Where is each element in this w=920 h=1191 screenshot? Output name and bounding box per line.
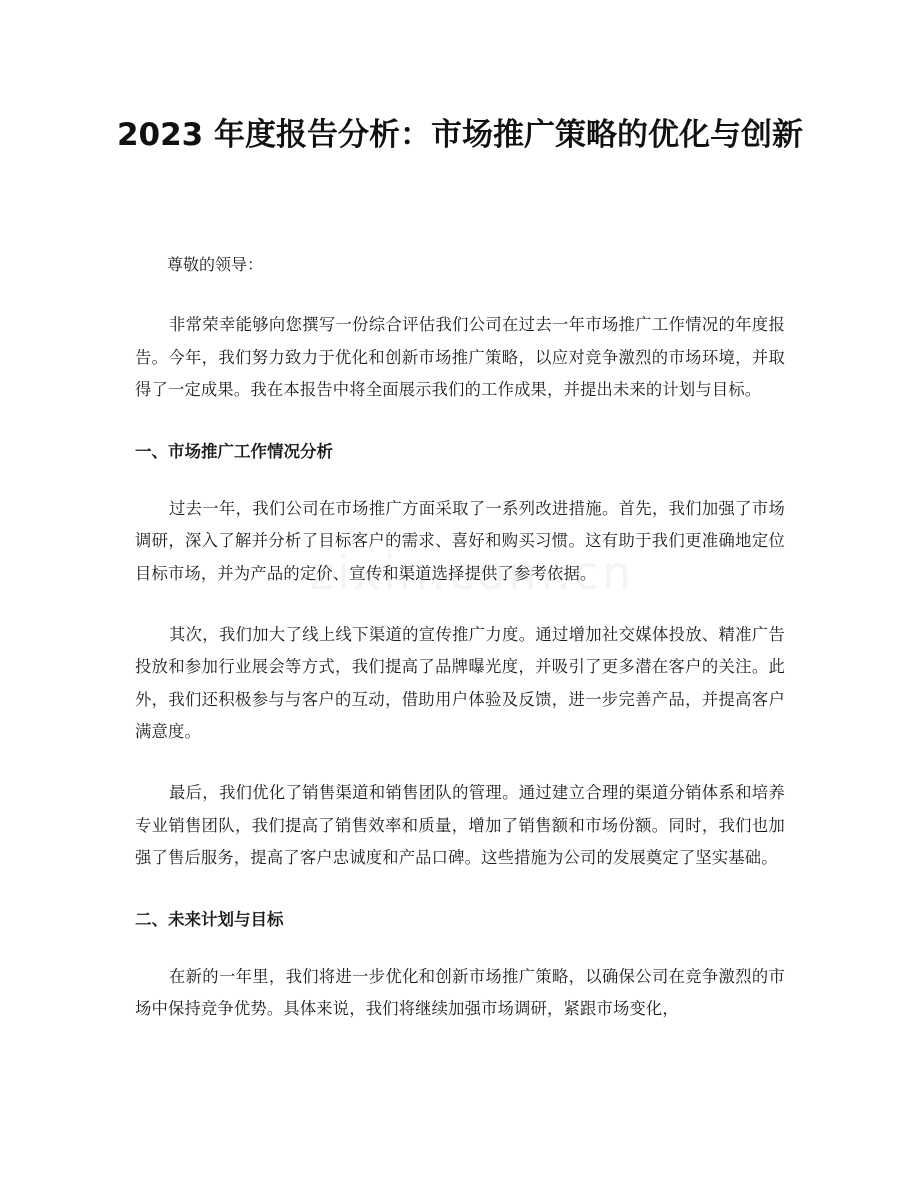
section-1-paragraph-1: 过去一年，我们公司在市场推广方面采取了一系列改进措施。首先，我们加强了市场调研，深入了解并分析了目标客户的需求、喜好和购买习惯。这有助于我们更准确地定位目标市场，并为产品的定价、宣传和渠道选择提供了参考依据。 (135, 498, 785, 583)
section-heading-2: 二、未来计划与目标 (135, 909, 284, 929)
intro-paragraph: 非常荣幸能够向您撰写一份综合评估我们公司在过去一年市场推广工作情况的年度报告。今年，我们努力致力于优化和创新市场推广策略，以应对竞争激烈的市场环境，并取得了一定成果。我在本报告中将全面展示我们的工作成果，并提出未来的计划与目标。 (135, 315, 785, 400)
document-title: 2023 年度报告分析：市场推广策略的优化与创新 (116, 117, 804, 153)
document-body (135, 248, 785, 1026)
section-2-paragraph-1: 在新的一年里，我们将进一步优化和创新市场推广策略，以确保公司在竞争激烈的市场中保持竞争优势。具体来说，我们将继续加强市场调研，紧跟市场变化， (135, 966, 785, 1019)
section-1-paragraph-3: 最后，我们优化了销售渠道和销售团队的管理。通过建立合理的渠道分销体系和培养专业销售团队，我们提高了销售效率和质量，增加了销售额和市场份额。同时，我们也加强了售后服务，提高了客户忠诚度和产品口碑。这些措施为公司的发展奠定了坚实基础。 (135, 782, 785, 868)
salutation: 尊敬的领导： (167, 255, 264, 274)
section-heading-1: 一、市场推广工作情况分析 (135, 441, 333, 461)
section-1-paragraph-2: 其次，我们加大了线上线下渠道的宣传推广力度。通过增加社交媒体投放、精准广告投放和参加行业展会等方式，我们提高了品牌曝光度，并吸引了更多潜在客户的关注。此外，我们还积极参与与客户的互动，借助用户体验及反馈，进一步完善产品，并提高客户满意度。 (135, 624, 785, 742)
